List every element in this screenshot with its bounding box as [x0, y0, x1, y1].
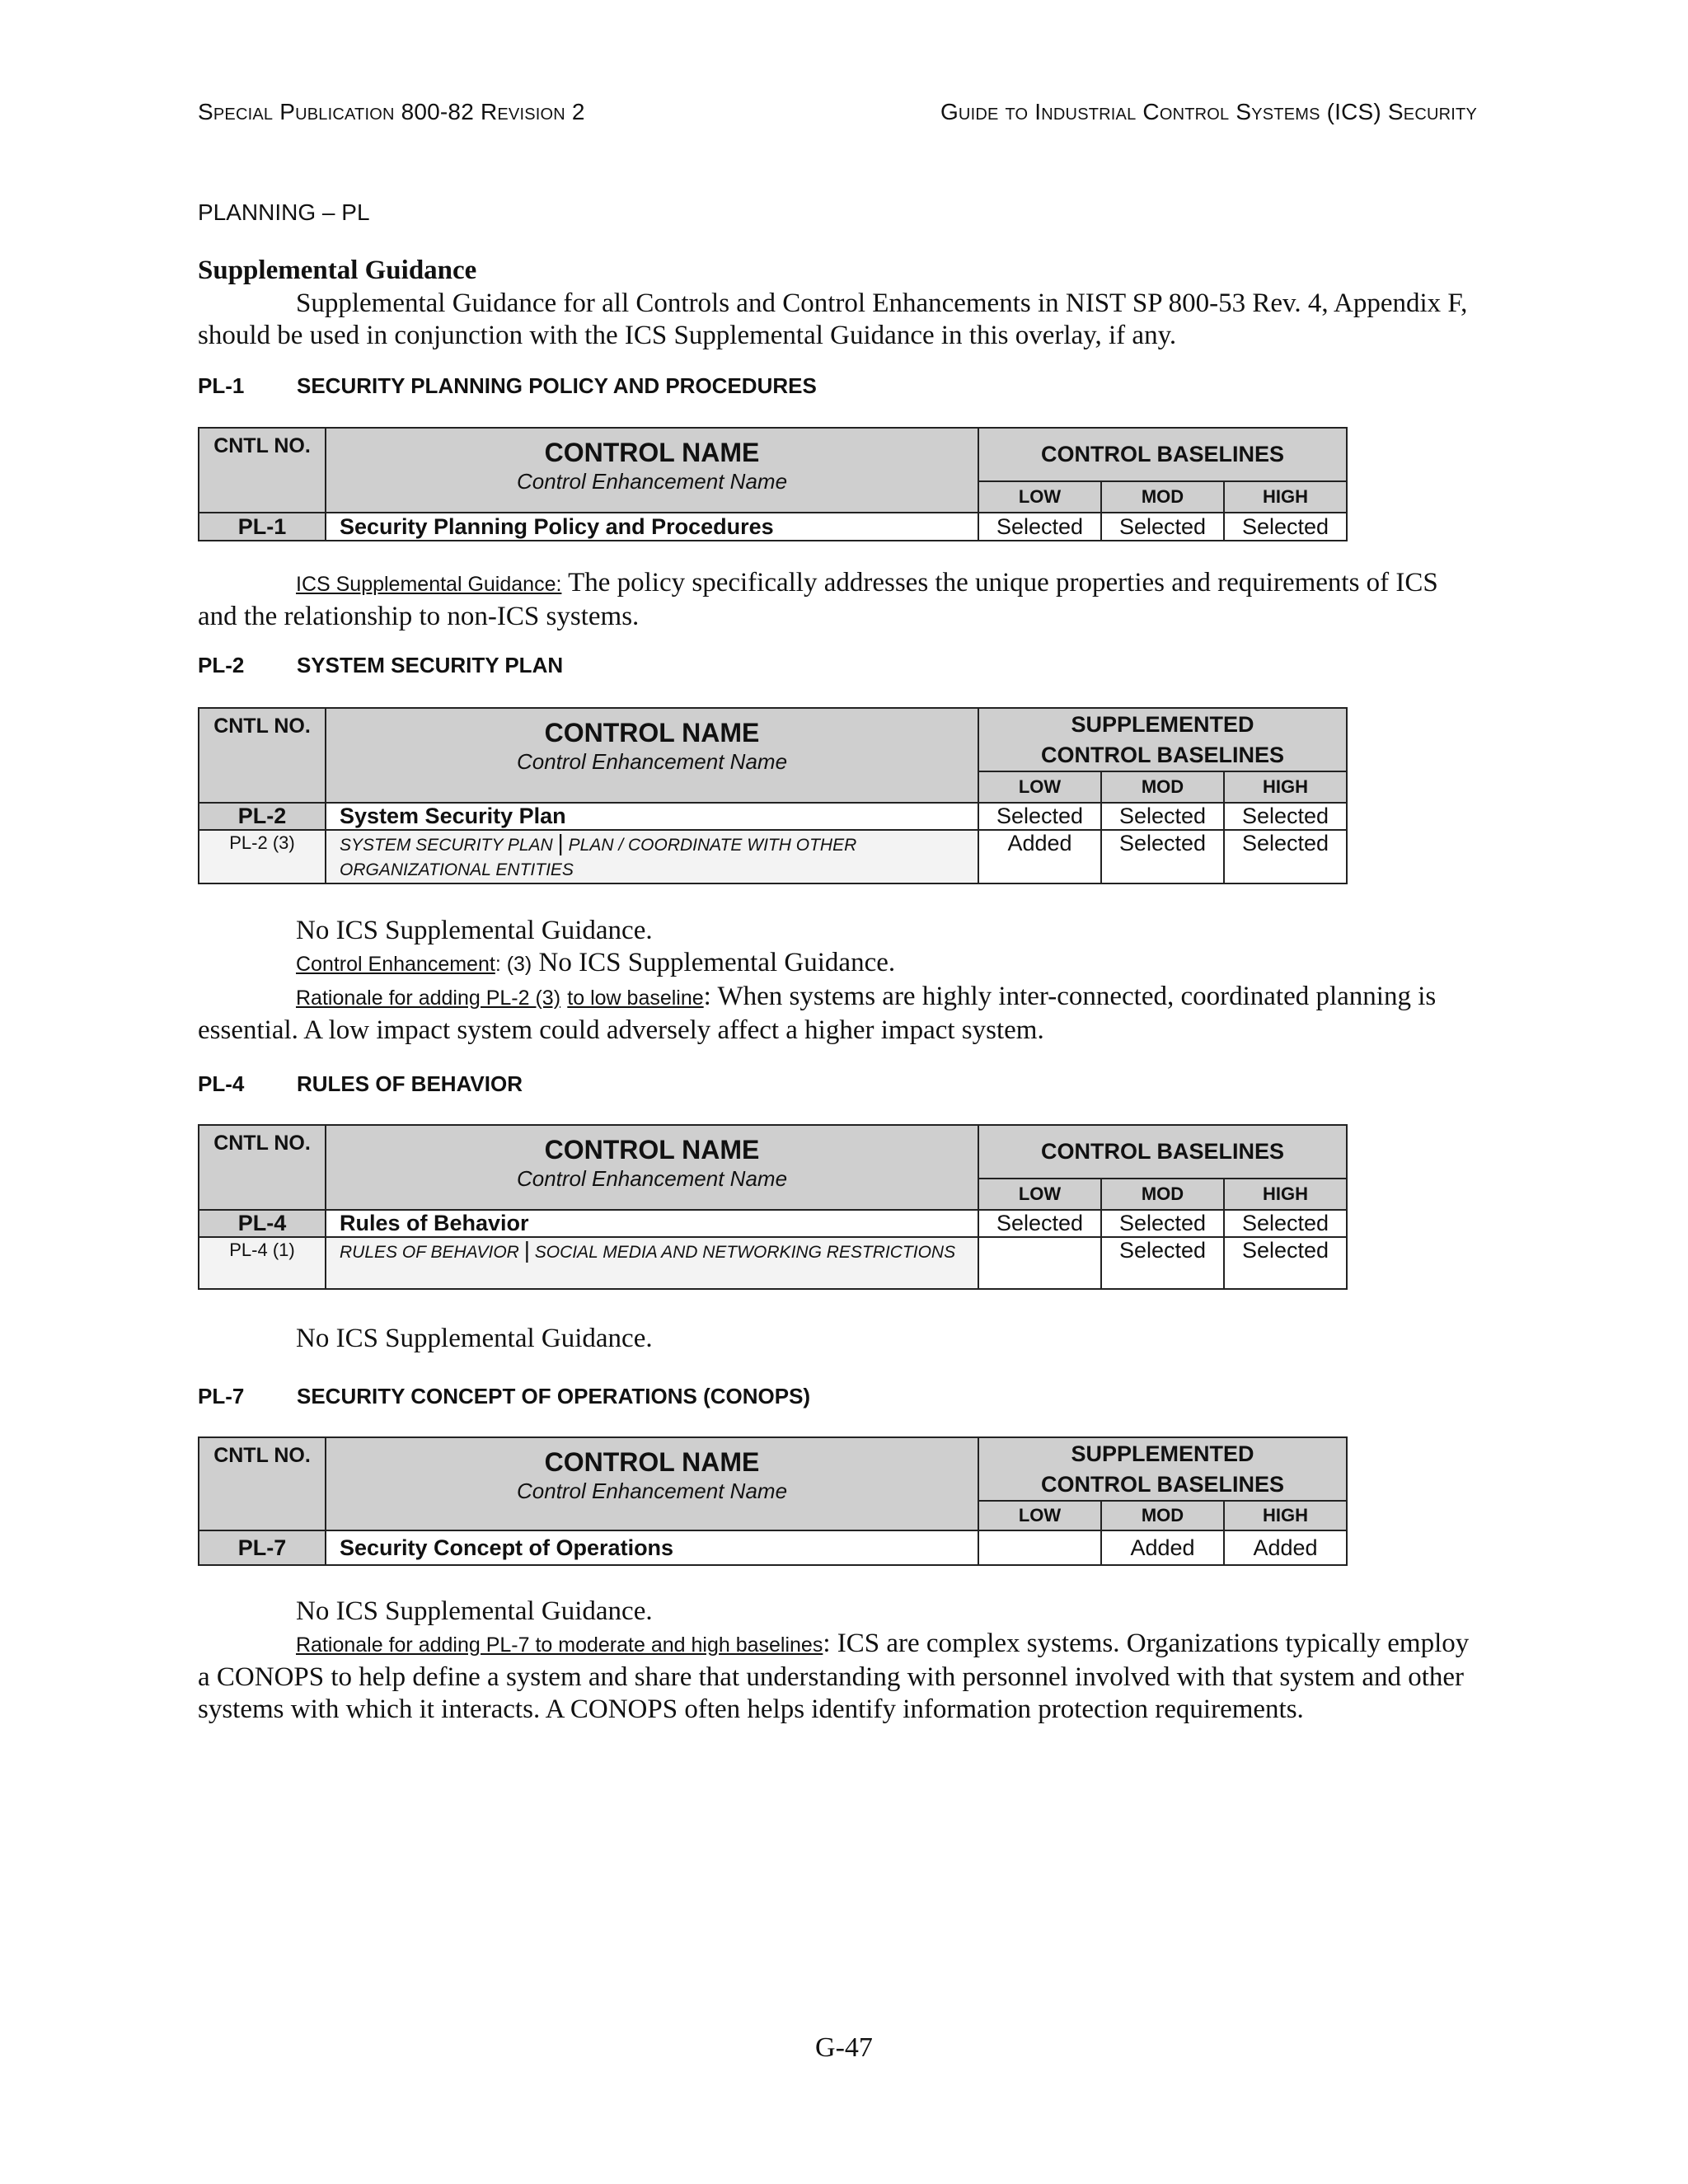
mod-value: Selected [1101, 803, 1224, 830]
mod-value: Selected [1101, 1210, 1224, 1237]
pl7-title: SECURITY CONCEPT OF OPERATIONS (CONOPS) [297, 1384, 811, 1408]
high-value: Selected [1224, 830, 1347, 883]
high-value: Selected [1224, 1210, 1347, 1237]
mod-header: MOD [1101, 771, 1224, 803]
high-header: HIGH [1224, 481, 1347, 513]
control-name: Security Planning Policy and Procedures [326, 513, 978, 541]
header-right: Guide to Industrial Control Systems (ICS) Security [940, 99, 1477, 124]
baselines-header: SUPPLEMENTED CONTROL BASELINES [978, 708, 1347, 771]
enhancement-name: RULES OF BEHAVIOR | SOCIAL MEDIA AND NETWORKING RESTRICTIONS [326, 1237, 978, 1289]
low-header: LOW [978, 1179, 1101, 1210]
rationale-label: Rationale for adding PL-7 to moderate and high baselines [296, 1633, 823, 1657]
enhancement-label: Control Enhancement [296, 953, 495, 976]
pl2-id: PL-2 [198, 653, 245, 677]
high-value: Selected [1224, 1237, 1347, 1289]
control-name-header: CONTROL NAME Control Enhancement Name [326, 428, 978, 513]
mod-value: Selected [1101, 1237, 1224, 1289]
pl2-title: SYSTEM SECURITY PLAN [297, 653, 564, 677]
control-id: PL-7 [199, 1530, 326, 1565]
control-id: PL-4 [199, 1210, 326, 1237]
header-left: Special Publication 800-82 Revision 2 [198, 99, 585, 124]
low-header: LOW [978, 771, 1101, 803]
enhancement-id: PL-4 (1) [199, 1237, 326, 1289]
low-value [978, 1237, 1101, 1289]
low-value: Selected [978, 513, 1101, 541]
control-name-header: CONTROL NAME Control Enhancement Name [326, 1125, 978, 1210]
low-value [978, 1530, 1101, 1565]
cntl-no-header: CNTL NO. [199, 1437, 326, 1530]
supplemental-guidance [198, 255, 1477, 352]
high-value: Selected [1224, 803, 1347, 830]
no-guidance-text: No ICS Supplemental Guidance. [296, 1324, 653, 1353]
baselines-header: CONTROL BASELINES [978, 428, 1347, 481]
enhancement-id: PL-2 (3) [199, 830, 326, 883]
baselines-header: SUPPLEMENTED CONTROL BASELINES [978, 1437, 1347, 1501]
control-name-header: CONTROL NAME Control Enhancement Name [326, 708, 978, 803]
page-number: G-47 [815, 2032, 873, 2063]
rationale-label: Rationale for adding PL-2 (3) [296, 987, 561, 1010]
control-id: PL-1 [199, 513, 326, 541]
pl2-table [198, 707, 1348, 884]
pl4-heading [198, 1071, 1477, 1097]
low-header: LOW [978, 1501, 1101, 1530]
pl4-title: RULES OF BEHAVIOR [297, 1071, 523, 1096]
no-guidance-text: No ICS Supplemental Guidance. [296, 916, 653, 945]
low-value: Added [978, 830, 1101, 883]
section-title: PLANNING – PL [198, 199, 370, 225]
high-value: Added [1224, 1530, 1347, 1565]
mod-header: MOD [1101, 481, 1224, 513]
supplemental-heading: Supplemental Guidance [198, 255, 477, 285]
low-value: Selected [978, 803, 1101, 830]
low-header: LOW [978, 481, 1101, 513]
mod-header: MOD [1101, 1501, 1224, 1530]
pl1-title: SECURITY PLANNING POLICY AND PROCEDURES [297, 373, 817, 398]
control-name: System Security Plan [326, 803, 978, 830]
low-value: Selected [978, 1210, 1101, 1237]
enhancement-name: SYSTEM SECURITY PLAN | PLAN / COORDINATE WITH OTHER ORGANIZATIONAL ENTITIES [326, 830, 978, 883]
pl1-table [198, 427, 1348, 541]
baselines-header: CONTROL BASELINES [978, 1125, 1347, 1179]
mod-header: MOD [1101, 1179, 1224, 1210]
cntl-no-header: CNTL NO. [199, 1125, 326, 1210]
mod-value: Selected [1101, 513, 1224, 541]
pl1-guidance [198, 567, 1477, 633]
pl7-guidance [198, 1596, 1477, 1726]
pl4-id: PL-4 [198, 1071, 245, 1096]
pl1-heading [198, 373, 1477, 399]
control-name-header: CONTROL NAME Control Enhancement Name [326, 1437, 978, 1530]
pl4-guidance [198, 1323, 1477, 1355]
control-name: Rules of Behavior [326, 1210, 978, 1237]
cntl-no-header: CNTL NO. [199, 708, 326, 803]
control-name: Security Concept of Operations [326, 1530, 978, 1565]
rationale-text: : ICS are complex systems. Organizations typically employ a CONOPS to help define a system and share that understanding with personnel involved with that system and other systems with which it interacts. A CONOPS often helps identify information protection requirements. [198, 1629, 1470, 1724]
high-value: Selected [1224, 513, 1347, 541]
mod-value: Selected [1101, 830, 1224, 883]
pl7-heading [198, 1384, 1477, 1409]
rationale-text: : When systems are highly inter-connected, coordinated planning is essential. A low impact system could adversely affect a higher impact system. [198, 982, 1437, 1045]
pl4-table [198, 1124, 1348, 1290]
pl2-guidance: No ICS Supplemental Guidance. Control Enhancement: (3) No ICS Supplemental Guidance. Rationale for adding PL-2 (3) to low baseline: When systems are highly inter-connected, coordinated planning is essential. A low impact system could adversely affect a higher impact system. [198, 915, 1477, 1047]
pl1-id: PL-1 [198, 373, 245, 398]
running-header [198, 99, 1477, 125]
guidance-text: The policy specifically addresses the unique properties and requirements of ICS and the relationship to non-ICS systems. [198, 568, 1438, 631]
high-header: HIGH [1224, 771, 1347, 803]
high-header: HIGH [1224, 1179, 1347, 1210]
pl7-table [198, 1436, 1348, 1566]
guidance-label: ICS Supplemental Guidance: [296, 573, 562, 596]
mod-value: Added [1101, 1530, 1224, 1565]
no-guidance-text: No ICS Supplemental Guidance. [296, 1596, 653, 1626]
pl2-heading [198, 653, 1477, 678]
pl7-id: PL-7 [198, 1384, 245, 1408]
control-id: PL-2 [199, 803, 326, 830]
cntl-no-header: CNTL NO. [199, 428, 326, 513]
high-header: HIGH [1224, 1501, 1347, 1530]
supplemental-text: Supplemental Guidance for all Controls and Control Enhancements in NIST SP 800-53 Rev. 4, Appendix F, should be used in conjunction with the ICS Supplemental Guidance in this overlay, if any. [198, 288, 1468, 350]
